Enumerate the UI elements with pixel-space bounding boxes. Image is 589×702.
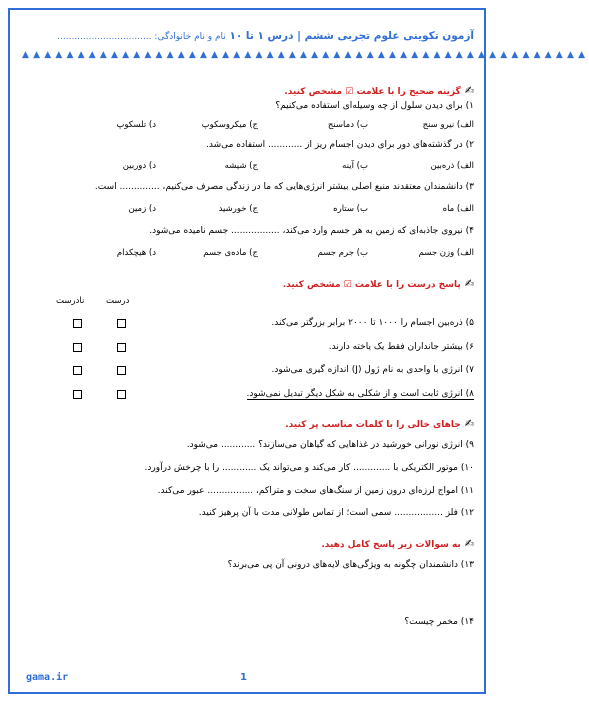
- tf-item-7: ۷) انرژی با واحدی به نام ژول (J) اندازه گیری می‌شود.: [271, 365, 474, 375]
- fill-item-9: ۹) انرژی نورانی خورشید در غذاهایی که گیاهان می‌سازند؟ ............ می‌شود.: [186, 440, 474, 450]
- section-1-heading: [284, 84, 474, 97]
- tf-item-8-text: ۸) انرژی ثابت است و از شکلی به شکل دیگر تبدیل نمی‌شود.: [246, 389, 474, 399]
- section-3-heading: [285, 417, 474, 430]
- true-checkbox[interactable]: [117, 343, 126, 352]
- q3-option-b: ب) ستاره: [333, 204, 368, 214]
- exam-title-text: آزمون تکوینی علوم تجربی ششم | درس ۱ تا ۱۰: [229, 30, 474, 42]
- essay-item-13: ۱۳) دانشمندان چگونه به ویژگی‌های لایه‌های درونی آن پی می‌برند؟: [227, 560, 474, 570]
- q2-option-a: الف) ذره‌بین: [430, 161, 474, 171]
- question-3: ۳) دانشمندان معتقدند منبع اصلی بیشتر انرژی‌هایی که ما در زندگی مصرف می‌کنیم، .............. است.: [94, 182, 474, 192]
- q3-option-c: ج) خورشید: [218, 204, 258, 214]
- decorative-arrow-row: ▲▲▲▲▲▲▲▲▲▲▲▲▲▲▲▲▲▲▲▲▲▲▲▲▲▲▲▲▲▲▲▲▲▲▲▲▲▲▲▲▲▲▲▲▲▲▲▲▲▲▲: [22, 50, 589, 60]
- fill-item-12: ۱۲) فلز ................. سمی است؛ از تماس طولانی مدت با آن پرهیز کنید.: [198, 508, 474, 518]
- q1-option-a: الف) نیرو سنج: [422, 120, 474, 130]
- writing-hand-icon: ✍: [464, 417, 474, 430]
- q3-option-d: د) زمین: [128, 204, 156, 214]
- column-header-true: درست: [106, 296, 130, 306]
- true-checkbox[interactable]: [117, 366, 126, 375]
- q4-option-c: ج) ماده‌ی جسم: [203, 248, 258, 258]
- fill-item-11: ۱۱) امواج لرزه‌ای درون زمین از سنگ‌های سخت و متراکم، ................ عبور می‌کند.: [157, 486, 474, 496]
- section-2-heading: [283, 277, 474, 290]
- q1-option-d: د) تلسکوپ: [116, 120, 156, 130]
- q2-option-b: ب) آینه: [342, 161, 368, 171]
- false-checkbox[interactable]: [73, 366, 82, 375]
- writing-hand-icon: ✍: [464, 537, 474, 550]
- q1-option-c: ج) میکروسکوپ: [201, 120, 258, 130]
- true-checkbox[interactable]: [117, 390, 126, 399]
- section-2-heading-text: پاسخ درست را با علامت ☑ مشخص کنید.: [282, 280, 461, 290]
- false-checkbox[interactable]: [73, 390, 82, 399]
- q4-option-a: الف) وزن جسم: [418, 248, 474, 258]
- section-4-heading-text: به سوالات زیر پاسخ کامل دهید.: [321, 540, 461, 550]
- q3-option-a: الف) ماه: [442, 204, 474, 214]
- student-name-field: نام و نام خانوادگی: .................................: [57, 32, 226, 42]
- q2-option-d: د) دوربین: [122, 161, 156, 171]
- exam-title: [22, 30, 474, 42]
- site-watermark: gama.ir: [26, 672, 69, 683]
- writing-hand-icon: ✍: [464, 84, 474, 97]
- fill-item-10: ۱۰) موتور الکتریکی با ............. کار می‌کند و می‌تواند یک ............ را با چرخش درآورد.: [144, 463, 474, 473]
- q4-option-b: ب) جرم جسم: [317, 248, 368, 258]
- section-3-heading-text: جاهای خالی را با کلمات مناسب پر کنید.: [285, 420, 461, 430]
- tf-item-6: ۶) بیشتر جانداران فقط یک یاخته دارند.: [328, 342, 474, 352]
- q2-option-c: ج) شیشه: [224, 161, 258, 171]
- tf-item-8: [150, 389, 474, 399]
- question-4: ۴) نیروی جاذبه‌ای که زمین به هر جسم وارد می‌کند، ................. جسم نامیده می‌شود.: [149, 226, 474, 236]
- section-4-heading: [321, 537, 474, 550]
- q1-option-b: ب) دماسنج: [327, 120, 368, 130]
- section-1-heading-text: گزینه صحیح را با علامت ☑ مشخص کنید.: [284, 87, 461, 97]
- essay-item-14: ۱۴) مخمر چیست؟: [404, 617, 474, 627]
- column-header-false: نادرست: [56, 296, 85, 306]
- tf-item-5: ۵) ذره‌بین اجسام را ۱۰۰۰ تا ۲۰۰۰ برابر بزرگتر می‌کند.: [271, 318, 474, 328]
- false-checkbox[interactable]: [73, 319, 82, 328]
- true-checkbox[interactable]: [117, 319, 126, 328]
- writing-hand-icon: ✍: [464, 277, 474, 290]
- page-number: 1: [240, 672, 247, 683]
- q4-option-d: د) هیچکدام: [116, 248, 156, 258]
- question-1: ۱) برای دیدن سلول از چه وسیله‌ای استفاده می‌کنیم؟: [275, 101, 474, 111]
- false-checkbox[interactable]: [73, 343, 82, 352]
- question-2: ۲) در گذشته‌های دور برای دیدن اجسام ریز از ............ استفاده می‌شد.: [206, 140, 474, 150]
